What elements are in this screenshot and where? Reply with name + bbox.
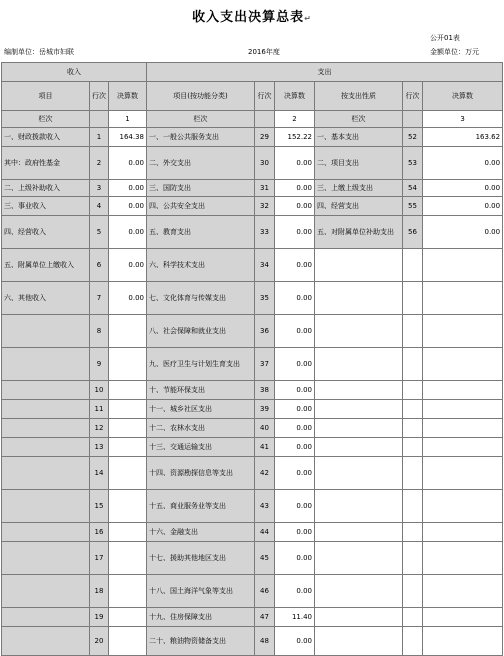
nature-row-no: 54	[403, 180, 423, 197]
expenditure-amount: 0.00	[275, 180, 315, 197]
income-item-name: 六、其他收入	[2, 282, 90, 315]
form-number: 公开01表	[430, 34, 460, 42]
income-row-no: 18	[90, 575, 109, 608]
income-row-no: 17	[90, 542, 109, 575]
table-row	[2, 438, 503, 457]
income-item-name	[2, 348, 90, 381]
income-item-name: 三、事业收入	[2, 197, 90, 216]
expenditure-item-name: 四、公共安全支出	[147, 197, 255, 216]
nature-row-no	[403, 542, 423, 575]
nature-amount	[423, 575, 503, 608]
expenditure-amount: 0.00	[275, 197, 315, 216]
currency-label: 金额单位：万元	[430, 48, 479, 56]
expenditure-row-no: 41	[255, 438, 275, 457]
income-item-name: 四、经营收入	[2, 216, 90, 249]
nature-header: 按支出性质	[315, 82, 403, 111]
income-row-no: 2	[90, 147, 109, 180]
nature-amount	[423, 627, 503, 656]
income-row-no: 16	[90, 523, 109, 542]
expenditure-item-name: 六、科学技术支出	[147, 249, 255, 282]
table-row	[2, 216, 503, 249]
nature-row-no	[403, 348, 423, 381]
nature-amount	[423, 490, 503, 523]
expenditure-row-no: 38	[255, 381, 275, 400]
table-row	[2, 282, 503, 315]
nature-item-name: 五、对附属单位补助支出	[315, 216, 403, 249]
income-item-name	[2, 490, 90, 523]
income-amount	[109, 348, 147, 381]
income-row-no: 3	[90, 180, 109, 197]
expenditure-row-no: 32	[255, 197, 275, 216]
income-item-name	[2, 419, 90, 438]
nature-row-no	[403, 523, 423, 542]
nature-row-no: 55	[403, 197, 423, 216]
income-amount	[109, 419, 147, 438]
nature-item-name	[315, 419, 403, 438]
nature-item-name	[315, 490, 403, 523]
income-item-name	[2, 381, 90, 400]
col-blank-1	[90, 111, 109, 128]
nature-amount	[423, 381, 503, 400]
expenditure-item-name: 五、教育支出	[147, 216, 255, 249]
nature-item-name	[315, 608, 403, 627]
expenditure-amount: 0.00	[275, 438, 315, 457]
table-row	[2, 542, 503, 575]
expenditure-row-no: 33	[255, 216, 275, 249]
expenditure-amount: 0.00	[275, 282, 315, 315]
income-amount: 0.00	[109, 249, 147, 282]
nature-row-no	[403, 381, 423, 400]
expenditure-amount: 0.00	[275, 627, 315, 656]
expenditure-amount: 0.00	[275, 419, 315, 438]
table-row	[2, 315, 503, 348]
nature-row-no-header: 行次	[403, 82, 423, 111]
income-row-no: 1	[90, 128, 109, 147]
income-amount	[109, 315, 147, 348]
income-item-name	[2, 315, 90, 348]
nature-row-no: 52	[403, 128, 423, 147]
expenditure-item-name: 十四、资源勘探信息等支出	[147, 457, 255, 490]
col-label-2: 栏次	[147, 111, 255, 128]
nature-amount	[423, 282, 503, 315]
expenditure-row-no: 48	[255, 627, 275, 656]
amount-header: 决算数	[109, 82, 147, 111]
title-text: 收入支出决算总表	[192, 10, 305, 25]
expenditure-amount: 0.00	[275, 315, 315, 348]
nature-item-name	[315, 315, 403, 348]
exp-amount-header: 决算数	[275, 82, 315, 111]
table-row	[2, 523, 503, 542]
income-row-no: 13	[90, 438, 109, 457]
expenditure-row-no: 35	[255, 282, 275, 315]
income-item-name: 五、附属单位上缴收入	[2, 249, 90, 282]
nature-item-name	[315, 249, 403, 282]
income-row-no: 12	[90, 419, 109, 438]
table-row	[2, 381, 503, 400]
expenditure-row-no: 45	[255, 542, 275, 575]
income-row-no: 10	[90, 381, 109, 400]
expenditure-item-name: 十七、援助其他地区支出	[147, 542, 255, 575]
nature-item-name: 四、经营支出	[315, 197, 403, 216]
nature-item-name	[315, 400, 403, 419]
item-header: 项目	[2, 82, 90, 111]
income-item-name	[2, 627, 90, 656]
nature-row-no	[403, 249, 423, 282]
expenditure-row-no: 44	[255, 523, 275, 542]
expenditure-amount: 0.00	[275, 490, 315, 523]
nature-amount: 0.00	[423, 216, 503, 249]
nature-row-no	[403, 419, 423, 438]
income-amount	[109, 381, 147, 400]
unit-label: 编制单位：岳城市妇联	[4, 48, 74, 56]
nature-amount	[423, 400, 503, 419]
nature-row-no: 56	[403, 216, 423, 249]
nature-amount: 163.62	[423, 128, 503, 147]
income-amount: 164.38	[109, 128, 147, 147]
table-row	[2, 249, 503, 282]
table-row	[2, 197, 503, 216]
expenditure-item-name: 十五、商业服务业等支出	[147, 490, 255, 523]
nature-row-no	[403, 490, 423, 523]
expenditure-item-name: 十八、国土海洋气象等支出	[147, 575, 255, 608]
expenditure-item-name: 十、节能环保支出	[147, 381, 255, 400]
expenditure-row-no: 34	[255, 249, 275, 282]
nature-row-no	[403, 282, 423, 315]
income-row-no: 15	[90, 490, 109, 523]
col-label-1: 栏次	[2, 111, 90, 128]
income-amount: 0.00	[109, 216, 147, 249]
col-index-3: 3	[423, 111, 503, 128]
nature-row-no	[403, 575, 423, 608]
nature-amount: 0.00	[423, 147, 503, 180]
income-row-no: 19	[90, 608, 109, 627]
col-index-2: 2	[275, 111, 315, 128]
expenditure-amount: 0.00	[275, 147, 315, 180]
expenditure-row-no: 40	[255, 419, 275, 438]
income-header: 收入	[2, 63, 147, 82]
table-row	[2, 608, 503, 627]
nature-row-no	[403, 315, 423, 348]
income-amount	[109, 608, 147, 627]
expenditure-row-no: 31	[255, 180, 275, 197]
nature-row-no	[403, 627, 423, 656]
income-amount	[109, 400, 147, 419]
table-row	[2, 180, 503, 197]
nature-item-name	[315, 575, 403, 608]
expenditure-item-name: 十二、农林水支出	[147, 419, 255, 438]
nature-item-name: 三、上缴上级支出	[315, 180, 403, 197]
expenditure-row-no: 43	[255, 490, 275, 523]
expenditure-item-name: 十三、交通运输支出	[147, 438, 255, 457]
nature-amount	[423, 457, 503, 490]
nature-item-name	[315, 438, 403, 457]
income-item-name: 其中：政府性基金	[2, 147, 90, 180]
expenditure-amount: 0.00	[275, 542, 315, 575]
table-row	[2, 627, 503, 656]
expenditure-item-name: 二十、粮油物资储备支出	[147, 627, 255, 656]
table-row	[2, 128, 503, 147]
exp-row-no-header: 行次	[255, 82, 275, 111]
row-no-header: 行次	[90, 82, 109, 111]
income-row-no: 20	[90, 627, 109, 656]
col-blank-2	[255, 111, 275, 128]
nature-amount	[423, 419, 503, 438]
expenditure-row-no: 46	[255, 575, 275, 608]
budget-table	[1, 62, 503, 656]
col-blank-3	[403, 111, 423, 128]
income-amount	[109, 457, 147, 490]
expenditure-item-name: 一、一般公共服务支出	[147, 128, 255, 147]
expenditure-header: 支出	[147, 63, 503, 82]
nature-amount: 0.00	[423, 180, 503, 197]
expenditure-row-no: 39	[255, 400, 275, 419]
nature-row-no	[403, 400, 423, 419]
income-row-no: 8	[90, 315, 109, 348]
expenditure-amount: 0.00	[275, 523, 315, 542]
expenditure-item-name: 二、外交支出	[147, 147, 255, 180]
income-row-no: 5	[90, 216, 109, 249]
expenditure-amount: 0.00	[275, 216, 315, 249]
nature-item-name: 二、项目支出	[315, 147, 403, 180]
expenditure-row-no: 29	[255, 128, 275, 147]
expenditure-item-name: 十一、城乡社区支出	[147, 400, 255, 419]
income-amount	[109, 575, 147, 608]
income-item-name	[2, 523, 90, 542]
income-row-no: 7	[90, 282, 109, 315]
income-amount: 0.00	[109, 282, 147, 315]
table-row	[2, 147, 503, 180]
col-label-3: 栏次	[315, 111, 403, 128]
income-item-name: 一、财政拨款收入	[2, 128, 90, 147]
expenditure-row-no: 30	[255, 147, 275, 180]
table-row	[2, 419, 503, 438]
expenditure-amount: 0.00	[275, 457, 315, 490]
table-row	[2, 457, 503, 490]
nature-row-no	[403, 438, 423, 457]
expenditure-row-no: 37	[255, 348, 275, 381]
income-row-no: 14	[90, 457, 109, 490]
expenditure-item-name: 十九、住房保障支出	[147, 608, 255, 627]
nature-row-no: 53	[403, 147, 423, 180]
expenditure-item-name: 三、国防支出	[147, 180, 255, 197]
expenditure-amount: 11.40	[275, 608, 315, 627]
exp-item-header: 项目(按功能分类)	[147, 82, 255, 111]
income-row-no: 11	[90, 400, 109, 419]
nature-amount	[423, 249, 503, 282]
expenditure-amount: 0.00	[275, 381, 315, 400]
income-amount: 0.00	[109, 197, 147, 216]
cursor-mark: ↵	[304, 14, 312, 23]
nature-item-name	[315, 282, 403, 315]
table-body	[2, 63, 503, 656]
income-item-name	[2, 400, 90, 419]
nature-item-name	[315, 542, 403, 575]
expenditure-row-no: 42	[255, 457, 275, 490]
table-row	[2, 348, 503, 381]
table-row	[2, 490, 503, 523]
expenditure-amount: 0.00	[275, 400, 315, 419]
income-item-name	[2, 608, 90, 627]
expenditure-item-name: 十六、金融支出	[147, 523, 255, 542]
income-row-no: 4	[90, 197, 109, 216]
expenditure-amount: 0.00	[275, 348, 315, 381]
nature-amount	[423, 542, 503, 575]
page-title	[0, 6, 504, 25]
income-item-name	[2, 575, 90, 608]
income-amount	[109, 438, 147, 457]
col-index-1: 1	[109, 111, 147, 128]
nature-row-no	[403, 457, 423, 490]
nature-item-name	[315, 457, 403, 490]
expenditure-amount: 0.00	[275, 575, 315, 608]
expenditure-amount: 152.22	[275, 128, 315, 147]
income-amount	[109, 627, 147, 656]
income-item-name: 二、上级补助收入	[2, 180, 90, 197]
expenditure-row-no: 47	[255, 608, 275, 627]
income-amount: 0.00	[109, 180, 147, 197]
year-label: 2016年度	[248, 48, 280, 56]
income-item-name	[2, 438, 90, 457]
expenditure-row-no: 36	[255, 315, 275, 348]
income-amount: 0.00	[109, 147, 147, 180]
nature-amount-header: 决算数	[423, 82, 503, 111]
nature-amount	[423, 523, 503, 542]
income-row-no: 9	[90, 348, 109, 381]
expenditure-amount: 0.00	[275, 249, 315, 282]
income-item-name	[2, 542, 90, 575]
nature-item-name	[315, 627, 403, 656]
nature-amount	[423, 438, 503, 457]
expenditure-item-name: 九、医疗卫生与计划生育支出	[147, 348, 255, 381]
income-amount	[109, 542, 147, 575]
expenditure-item-name: 八、社会保障和就业支出	[147, 315, 255, 348]
income-amount	[109, 523, 147, 542]
nature-amount	[423, 608, 503, 627]
nature-row-no	[403, 608, 423, 627]
table-row	[2, 575, 503, 608]
table-row	[2, 400, 503, 419]
income-amount	[109, 490, 147, 523]
nature-amount	[423, 348, 503, 381]
nature-item-name: 一、基本支出	[315, 128, 403, 147]
nature-item-name	[315, 348, 403, 381]
nature-item-name	[315, 523, 403, 542]
nature-amount: 0.00	[423, 197, 503, 216]
income-row-no: 6	[90, 249, 109, 282]
income-item-name	[2, 457, 90, 490]
expenditure-item-name: 七、文化体育与传媒支出	[147, 282, 255, 315]
nature-amount	[423, 315, 503, 348]
nature-item-name	[315, 381, 403, 400]
